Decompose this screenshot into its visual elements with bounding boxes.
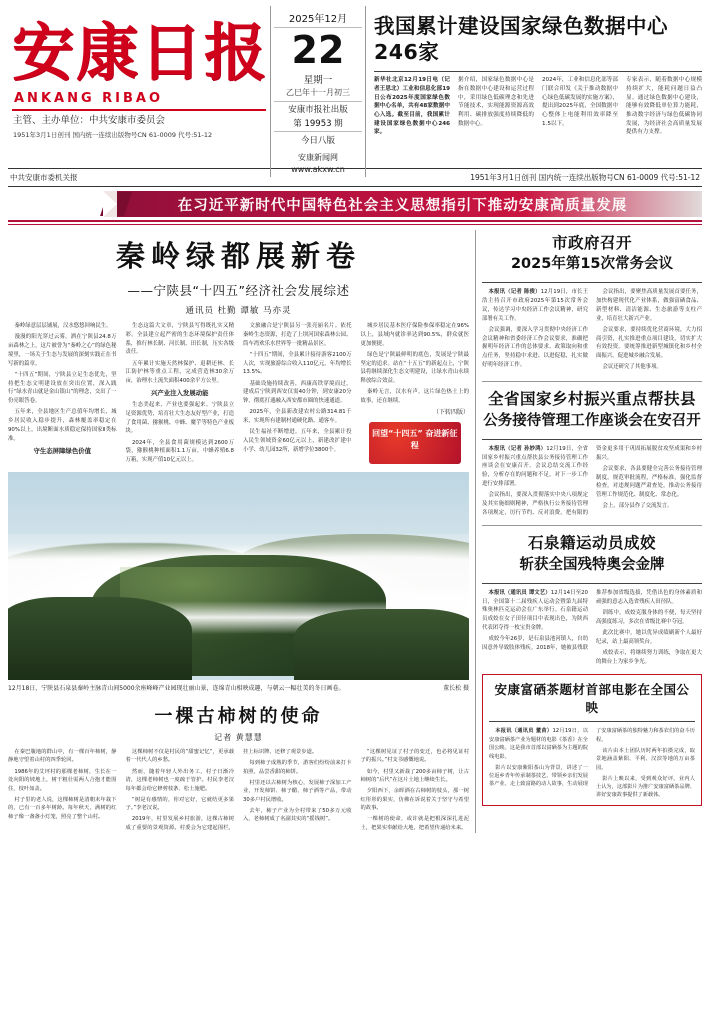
- continuation-note: （下转四版）: [432, 409, 469, 417]
- paragraph: 绿色是宁陕最鲜明的底色，发展是宁陕最坚定的追求。站在“十五五”的新起点上，宁陕县将继续深化生态文明建设，让绿水青山永续释放综合效益。: [360, 351, 469, 384]
- page-count: 今日八版: [274, 131, 362, 146]
- sponsor-line: 主管、主办单位：中共安康市委员会: [13, 115, 166, 127]
- boxed-story-divider: [489, 721, 695, 722]
- paragraph: 此次比赛中，她以优异成绩刷新个人最好纪录，站上最高领奖台。: [596, 629, 702, 645]
- dateline: 本报讯（通讯员 董苗）: [495, 728, 553, 735]
- license-line: 1951年3月1日创刊 国内统一连续出版物号CN 61-0009 代号:51-12: [13, 131, 213, 140]
- lead-story-title: 秦岭绿都展新卷: [115, 239, 361, 273]
- date-year-month: 2025年12月: [274, 10, 362, 28]
- paragraph: 民生福祉不断增进。五年来，全县累计投入民生领域资金60亿元以上，新建改扩建中小学、幼儿园32所，新增学位3800个。: [243, 429, 352, 453]
- top-headline: 我国累计建设国家绿色数据中心246家: [374, 14, 668, 64]
- paragraph: 影片以安康紫阳茶山为背景，讲述了一位返乡青年传承制茶技艺、带领乡亲们发展茶产业、走上致富路的动人故事，生动展现了安康富硒茶的独特魅力和茶农们的奋斗历程。: [489, 728, 695, 788]
- website-url[interactable]: www.akxw.cn: [291, 165, 345, 175]
- right-story2-body: [482, 445, 702, 518]
- paragraph: 如今，村里又新栽了200多亩柿子树，让古柿树的“后代”在这片土地上继续生长。: [360, 768, 469, 784]
- boxed-story-body: [489, 727, 695, 799]
- dateline: 本报讯（记者 陈俊）: [488, 289, 541, 296]
- story3-top-rule: [482, 525, 702, 526]
- paragraph: 秦岭无言，汉水有声。这片绿色热土上的故事，还在继续。: [360, 389, 469, 404]
- story3-divider: [482, 583, 702, 584]
- story1-divider: [482, 282, 702, 283]
- paragraph: 一棵树的使命，或许就是把根深深扎进泥土，把果实奉献给大地，把希望传递给未来。: [360, 816, 469, 831]
- paragraph: 基础设施持续改善，西康高铁穿境而过，建成后宁陕到西安仅需40分钟，到安康20分钟，彻底打通融入西安都市圈的快速通道。: [243, 380, 352, 404]
- paragraph: 成姣表示，将继续努力训练，争取在更大的舞台上为家乡争光。: [596, 649, 702, 665]
- paragraph: 生态美起来，产业也要强起来。宁陕县立足资源优势，培育壮大生态友好型产业，打造了食用菌、猕猴桃、中蜂、魔芋等特色产业板块。: [125, 402, 234, 435]
- paragraph: 2024年，工业和信息化部等部门联合印发《关于推动数据中心绿色低碳发展的实施方案》，提出到2025年底，全国数据中心整体上电能利用效率降至1.5以下。: [542, 77, 618, 127]
- right-story1-title-line1: 市政府召开: [551, 234, 632, 252]
- paragraph: 成姣今年26岁，是石泉县池河镇人，自幼因意外导致肢体残疾。2018年，她被县残联推荐参加省级选拔，凭借出色的身体素质和顽强的意志入选省残疾人田径队。: [482, 589, 702, 651]
- issue-number: 第 19953 期: [293, 118, 343, 129]
- paragraph: 会议要求，要持续优化营商环境，大力招商引资，扎实推进重点项目建设，切实扩大有效投资。要统筹推进新型城镇化和乡村全面振兴，促进城乡融合发展。: [596, 326, 702, 360]
- date-lunar: 乙巳年十一月初三: [286, 87, 350, 97]
- dateline-block: [270, 6, 366, 177]
- boxed-story: [482, 674, 702, 805]
- right-story1-title-line2: 2025年第15次常务会议: [510, 256, 674, 273]
- lead-story-byline: 通讯员 杜勤 谭敏 马亦灵: [185, 306, 292, 316]
- paragraph: 每到柿子成熟的季节，游客们纷纷前来打卡拍照，品尝香甜的柿饼。: [243, 759, 352, 775]
- paragraph: 村子里的老人说，这棵柿树是清朝末年栽下的，已有一百多年树龄。每年秋天，满树的红柿子像一盏盏小灯笼，照亮了整个山村。: [8, 796, 117, 820]
- story2-divider: [482, 439, 702, 440]
- paragraph: 文旅融合是宁陕县另一张亮丽名片。依托秦岭生态资源，打造了上坝河国家森林公园、筒车湾欢乐水世界等一批精品景区。: [243, 323, 352, 347]
- paragraph: 2025年，全县新改建农村公路314.81千米，实现所有建制村通硬化路、通客车。: [243, 409, 352, 424]
- paragraph-text: 12月14日至20日，全国第十二届残疾人运动会暨第九届特殊奥林匹克运动会在广东举行。石泉籍运动员成姣在女子田径项目中表现出色，为陕西代表团夺得一枚宝贵金牌。: [482, 589, 588, 631]
- banner-double-rule: [8, 220, 702, 225]
- section-heading: 兴产业注入发展动能: [150, 389, 209, 398]
- paragraph: 五年来，全县地区生产总值年均增长，城乡居民收入稳步提升，森林覆盖率稳定在90%以上，出境断面水质稳定保持国家Ⅱ类标准。: [8, 409, 117, 442]
- paragraph: 生态这篇大文章，宁陕县写得既扎实又精彩。全县建立起严密的生态环境保护责任体系，推行林长制、河长制、田长制，压实各级责任。: [125, 323, 234, 356]
- paragraph: 会议指出，要深入贯彻落实中央八项规定及其实施细则精神，严格执行公务接待管理各项规定，厉行节约、反对浪费，把有限的资金更多用于巩固拓展脱贫攻坚成果和乡村振兴。: [482, 445, 702, 516]
- masthead-rule-2: [8, 186, 702, 187]
- paragraph-text: 12月19日，以安康富硒茶产业为题材的电影《茶香》在全国公映。这是我市首部以富硒茶为主题的院线电影。: [489, 728, 589, 760]
- paragraph: 2024年，全县食用菌规模达到2600万袋，猕猴桃种植面积1.1万亩，中蜂养殖6.8万箱，实现产值10亿元以上。: [125, 439, 234, 464]
- banner-arrow-icon: [103, 191, 117, 217]
- paragraph: 会议要求，各县要健全完善公务接待管理制度，规范审批流程，严格标准，强化监督检查，对违规问题严肃查处，推动公务接待管理工作规范化、制度化、常态化。: [596, 465, 702, 499]
- paragraph: 村里还以古柿树为核心，发展柿子深加工产业，开发柿饼、柿子醋、柿子酒等产品，带动30多户村民增收。: [243, 779, 352, 803]
- paragraph: [489, 727, 588, 761]
- paragraph: 漫漫的阳光穿过云雾，洒在宁陕县24.8万亩森林之上，这片被誉为“秦岭之心”的绿色秘境里，一场关于生态与发展的深刻实践正在书写新的篇章。: [8, 334, 117, 367]
- dateline: 本报讯（记者 孙妙鸿）: [488, 445, 547, 452]
- paragraph: 夕阳西下，余晖洒在古柿树的枝头，那一树红彤彤的果实，仿佛在诉说着关于坚守与希望的故事。: [360, 788, 469, 812]
- paragraph: 训练中，成姣克服身体的不便，每天坚持高强度练习，多次在省级比赛中夺冠。: [596, 609, 702, 625]
- dateline: 本报讯（通讯员 谭文艺）: [488, 589, 551, 596]
- paragraph: [482, 288, 588, 323]
- right-story3-title-line2: 斩获全国残特奥会金牌: [519, 556, 665, 573]
- lead-story-subtitle: ——宁陕县“十四五”经济社会发展综述: [127, 283, 350, 298]
- masthead-footer-right: 1951年3月1日创刊 国内统一连续出版物号CN 61-0009 代号:51-12: [470, 173, 700, 182]
- paragraph: 五年累计实施天然林保护、退耕还林、长江防护林等重点工程，完成营造林30余万亩，治理水土流失面积400余平方公里。: [125, 360, 234, 384]
- photo-credit: 董长松 摄: [443, 684, 469, 692]
- paper-name: 安康日报: [12, 16, 269, 89]
- masthead: [8, 0, 702, 175]
- paragraph: 该片由本土团队历时两年拍摄完成，取景地涵盖紫阳、平利、汉滨等地的万亩茶园。: [596, 747, 695, 771]
- publisher: 安康市报社出版: [274, 101, 362, 117]
- right-column: [476, 230, 702, 833]
- right-story3-body: [482, 589, 702, 667]
- paragraph-text: 12月19日，市长王浩主持召开市政府2025年第15次常务会议，传达学习中央经济工作会议精神，研究部署有关工作。: [482, 289, 588, 322]
- paragraph: 1986年的艾坪村的那棵老柿树，生长在一处向阳的坡地上，树干粗壮需两人合抱才能围住，枝叶如盖。: [8, 768, 117, 792]
- paragraph: 会议强调，要深入学习贯彻中央经济工作会议精神和省委经济工作会议要求，准确把握明年经济工作的总体要求、政策取向和重点任务，坚持稳中求进、以进促稳，扎实做好明年经济工作。: [482, 326, 588, 368]
- theme-banner-bar: [103, 191, 702, 217]
- page-content: [8, 230, 702, 833]
- paragraph: “树是有感情的，你对它好，它就结更多果子。”李老汉说。: [125, 796, 234, 812]
- paragraph: 新华社北京12月19日电（记者王思北）工业和信息化部19日公布2025年度国家绿色数据中心名单，共有48家数据中心入选。截至目前，我国累计建设国家绿色数据中心246家。: [374, 77, 450, 136]
- right-story2-title-line1: 全省国家乡村振兴重点帮扶县: [487, 390, 696, 409]
- paragraph: 影片上映以来，受到观众好评。业内人士认为，这部影片为推广安康富硒茶品牌、讲好安康故事提供了新载体。: [596, 775, 695, 799]
- section-heading: 守生态屏障绿色价值: [33, 446, 91, 455]
- paragraph: 秦岭绿意层层铺展，汉水悠悠回响民生。: [14, 323, 112, 329]
- paragraph: 然而，随着年轻人外出务工，村子日渐冷清，这棵老柿树也一度疏于管护。村民李老汉每年都会给它修剪枝条、松土施肥。: [125, 768, 234, 792]
- paragraph: 去年，柿子产业为全村带来了50多万元收入，老柿树成了名副其实的“摇钱树”。: [243, 807, 352, 823]
- paragraph: 2019年，村里发展乡村旅游，这棵古柿树成了重要的景观资源。村委会为它建起围栏，挂上标识牌，还修了观景步道。: [125, 748, 318, 831]
- second-story-byline: 记者 黄慧慧: [214, 732, 263, 742]
- right-story3-title-line1: 石泉籍运动员成姣: [527, 534, 656, 553]
- second-story-body: [8, 748, 469, 833]
- photo-foreground-left: [8, 597, 192, 680]
- photo-caption-text: 12月18日，宁陕县石泉县秦岭主脉青山间5000余座峰峰产业园现壮丽山景，连绵青山相映成趣，与朝云一幅壮美的冬日画卷。: [8, 684, 345, 692]
- right-story2-title-line2: 公务接待管理工作座谈会在安召开: [483, 412, 701, 429]
- paragraph-text: 12月19日，全省国家乡村振兴重点帮扶县公务接待管理工作座谈会在安康召开。会议总结交流工作经验，分析存在的问题和不足，对下一步工作进行安排部署。: [482, 445, 588, 487]
- paragraph: 这棵柿树不仅是村民的“甜蜜记忆”，更承载着一代代人的乡愁。: [125, 748, 234, 764]
- boxed-story-title: 安康富硒茶题材首部电影在全国公映: [494, 682, 690, 716]
- paragraph: 专家表示，随着数据中心规模持续扩大，能耗问题日益凸显。通过绿色数据中心建设，能够有效降低单位算力能耗，推动数字经济与绿色低碳协同发展，为经济社会高质量发展提供有力支撑。: [626, 77, 702, 136]
- right-story1-body: [482, 288, 702, 373]
- paragraph: 会议指出，要聚焦高质量发展首要任务，加快构建现代化产业体系，做强富硒食品、新型材料、清洁能源、生态旅游等支柱产业，培育壮大新兴产业。: [596, 289, 702, 322]
- paragraph: 会议还研究了其他事项。: [602, 364, 662, 371]
- paragraph: 在秦巴腹地的群山中，有一棵百年柿树，静静地守望着山村的四季轮回。: [8, 748, 117, 764]
- paragraph: “十四五”期间，全县累计接待游客2100万人次，实现旅游综合收入110亿元，年均增长13.5%。: [243, 351, 352, 376]
- second-story-title: 一棵古柿树的使命: [154, 705, 323, 727]
- masthead-footer-left: 中共安康市委机关报: [10, 173, 78, 182]
- paragraph: “这棵树见证了村子的变迁，也必将见证村子的振兴。”村支书感慨地说。: [360, 748, 469, 764]
- lead-photo: [8, 472, 469, 680]
- paragraph: “十四五”期间，宁陕县立足生态优先，坚持把生态文明建设放在突出位置，深入践行“绿水青山就是金山银山”的理念，交出了一份亮眼答卷。: [8, 371, 117, 404]
- paragraph: 会上，部分县作了交流发言。: [602, 503, 673, 510]
- paper-name-pinyin: ANKANG RIBAO: [14, 91, 164, 107]
- top-headline-block: [366, 6, 702, 137]
- photo-caption: [8, 683, 469, 692]
- paragraph: [482, 589, 588, 633]
- photo-foreground-right: [294, 609, 469, 680]
- website-name: 安康新闻网: [298, 152, 338, 162]
- campaign-stamp: 回望“十四五” 奋进新征程: [369, 422, 461, 464]
- paragraph: 据介绍，国家绿色数据中心是指在数据中心建设和运营过程中，采用绿色低碳理念和先进节能技术，实现能源资源高效利用、碳排放强度持续降低的数据中心。: [458, 77, 534, 127]
- left-column: [8, 230, 476, 833]
- date-day: 22: [291, 28, 345, 72]
- date-weekday: 星期一: [303, 74, 333, 86]
- theme-banner-text: 在习近平新时代中国特色社会主义思想指引下推动安康高质量发展: [177, 197, 628, 214]
- top-headline-body: [374, 76, 702, 137]
- paragraph: 城乡居民基本医疗保险参保率稳定在96%以上，县域内就诊率达到90.5%，群众就医更加便捷。: [360, 323, 469, 347]
- masthead-logo: [8, 6, 270, 139]
- story2-top-rule: [482, 381, 702, 382]
- paragraph: [482, 445, 588, 489]
- headline-divider: [374, 71, 702, 72]
- theme-banner: [8, 191, 702, 217]
- lead-story-body: [8, 322, 469, 465]
- logo-divider: [12, 109, 266, 111]
